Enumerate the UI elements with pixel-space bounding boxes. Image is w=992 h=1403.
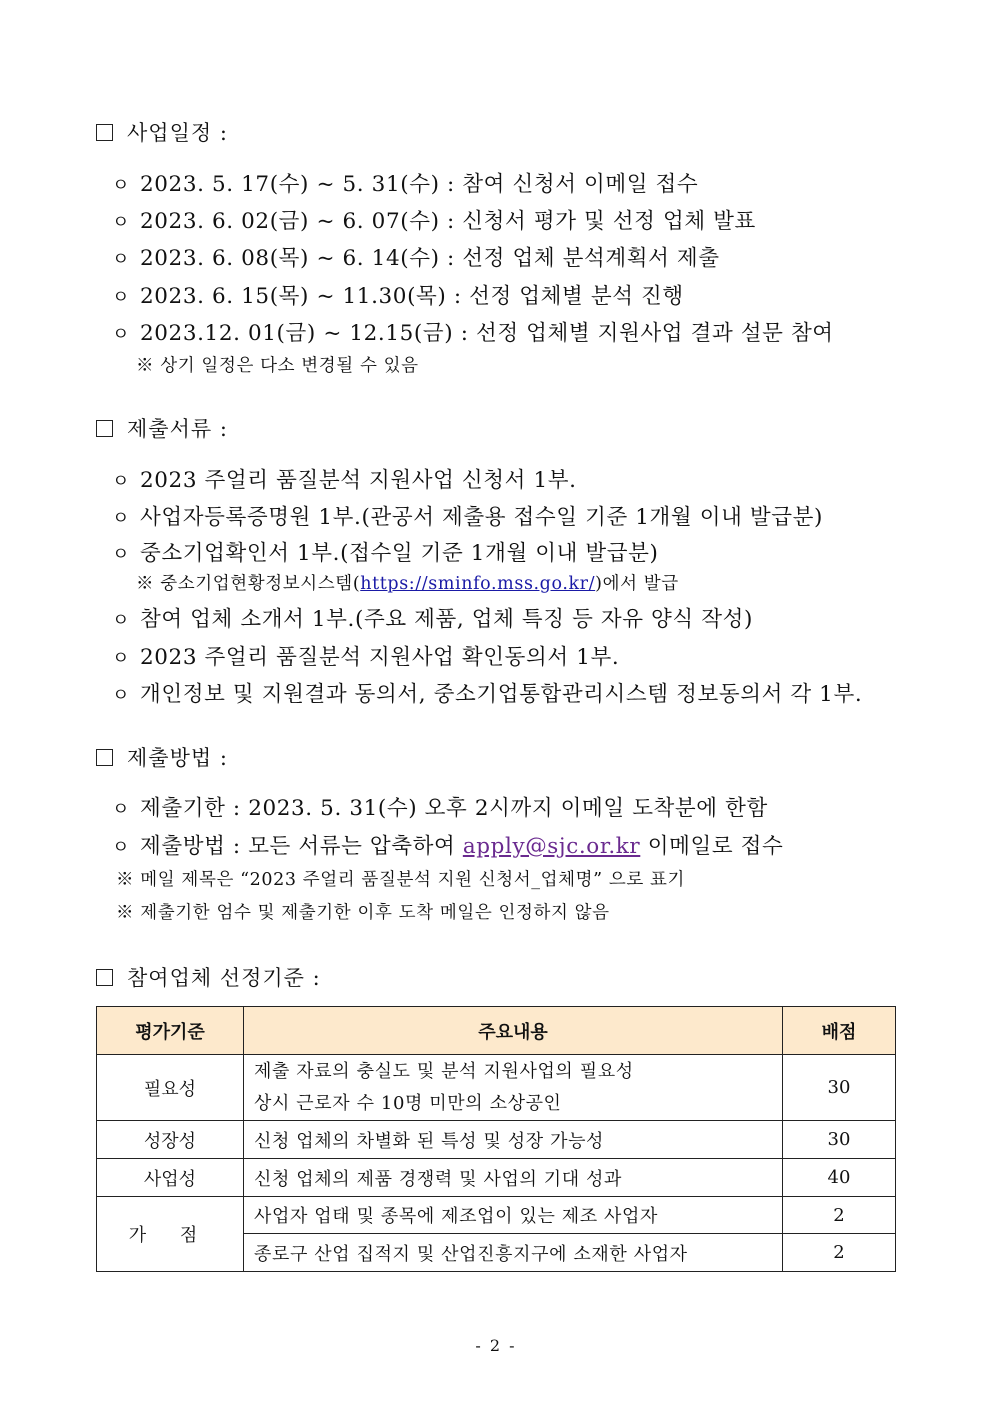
row-content: 종로구 산업 집적지 및 산업진흥지구에 소재한 사업자 bbox=[244, 1234, 783, 1272]
row-category: 가 점 bbox=[97, 1197, 244, 1272]
section-documents-heading: 제출서류 : bbox=[96, 413, 228, 443]
schedule-item: ㅇ 2023. 6. 08(목) ~ 6. 14(수) : 선정 업체 분석계획서 제출 bbox=[112, 246, 720, 271]
table-row bbox=[97, 1197, 896, 1234]
checkbox-square-icon bbox=[96, 124, 113, 141]
checkbox-square-icon bbox=[96, 420, 113, 437]
table-row bbox=[97, 1121, 896, 1159]
circle-bullet-icon: ㅇ bbox=[112, 610, 130, 631]
document-item: ㅇ 사업자등록증명원 1부.(관공서 제출용 접수일 기준 1개월 이내 발급분) bbox=[112, 505, 823, 530]
schedule-note: ※ 상기 일정은 다소 변경될 수 있음 bbox=[136, 356, 419, 376]
circle-bullet-icon: ㅇ bbox=[112, 249, 130, 270]
row-score: 30 bbox=[783, 1121, 896, 1159]
document-item: ㅇ 2023 주얼리 품질분석 지원사업 확인동의서 1부. bbox=[112, 645, 620, 670]
section-schedule-heading: 사업일정 : bbox=[96, 117, 228, 147]
document-item: ㅇ 중소기업확인서 1부.(접수일 기준 1개월 이내 발급분) bbox=[112, 541, 659, 566]
row-category: 사업성 bbox=[97, 1159, 244, 1197]
method-deadline: ㅇ 제출기한 : 2023. 5. 31(수) 오후 2시까지 이메일 도착분에 한함 bbox=[112, 796, 768, 821]
circle-bullet-icon: ㅇ bbox=[112, 287, 130, 308]
circle-bullet-icon: ㅇ bbox=[112, 837, 130, 858]
document-item: ㅇ 개인정보 및 지원결과 동의서, 중소기업통합관리시스템 정보동의서 각 1부. bbox=[112, 682, 863, 707]
table-header-row bbox=[97, 1007, 896, 1055]
criteria-table bbox=[96, 1006, 896, 1272]
schedule-item: ㅇ 2023. 6. 15(목) ~ 11.30(목) : 선정 업체별 분석 진행 bbox=[112, 284, 684, 309]
circle-bullet-icon: ㅇ bbox=[112, 544, 130, 565]
row-score: 2 bbox=[783, 1197, 896, 1234]
method-note-title: ※ 메일 제목은 “2023 주얼리 품질분석 지원 신청서_업체명” 으로 표기 bbox=[116, 870, 686, 890]
method-how: ㅇ 제출방법 : 모든 서류는 압축하여 apply@sjc.or.kr 이메일로 접수 bbox=[112, 834, 784, 859]
circle-bullet-icon: ㅇ bbox=[112, 175, 130, 196]
header-score: 배점 bbox=[783, 1007, 896, 1055]
method-note-deadline: ※ 제출기한 엄수 및 제출기한 이후 도착 메일은 인정하지 않음 bbox=[116, 903, 610, 923]
circle-bullet-icon: ㅇ bbox=[112, 212, 130, 233]
row-content: 사업자 업태 및 종목에 제조업이 있는 제조 사업자 bbox=[244, 1197, 783, 1234]
page-number: - 2 - bbox=[475, 1336, 517, 1355]
table-row bbox=[97, 1159, 896, 1197]
checkbox-square-icon bbox=[96, 749, 113, 766]
circle-bullet-icon: ㅇ bbox=[112, 324, 130, 345]
document-item: ㅇ 2023 주얼리 품질분석 지원사업 신청서 1부. bbox=[112, 468, 577, 493]
circle-bullet-icon: ㅇ bbox=[112, 508, 130, 529]
row-category: 필요성 bbox=[97, 1055, 244, 1121]
header-content: 주요내용 bbox=[244, 1007, 783, 1055]
row-content: 제출 자료의 충실도 및 분석 지원사업의 필요성 상시 근로자 수 10명 미만의 소상공인 bbox=[244, 1055, 783, 1121]
header-category: 평가기준 bbox=[97, 1007, 244, 1055]
circle-bullet-icon: ㅇ bbox=[112, 471, 130, 492]
row-score: 30 bbox=[783, 1055, 896, 1121]
row-score: 40 bbox=[783, 1159, 896, 1197]
row-score: 2 bbox=[783, 1234, 896, 1272]
document-item: ㅇ 참여 업체 소개서 1부.(주요 제품, 업체 특징 등 자유 양식 작성) bbox=[112, 607, 753, 632]
checkbox-square-icon bbox=[96, 969, 113, 986]
circle-bullet-icon: ㅇ bbox=[112, 799, 130, 820]
schedule-item: ㅇ 2023.12. 01(금) ~ 12.15(금) : 선정 업체별 지원사업 결과 설문 참여 bbox=[112, 321, 834, 346]
section-criteria-heading: 참여업체 선정기준 : bbox=[96, 962, 321, 992]
row-content: 신청 업체의 제품 경쟁력 및 사업의 기대 성과 bbox=[244, 1159, 783, 1197]
table-row bbox=[97, 1055, 896, 1121]
schedule-item: ㅇ 2023. 6. 02(금) ~ 6. 07(수) : 신청서 평가 및 선정 업체 발표 bbox=[112, 209, 756, 234]
circle-bullet-icon: ㅇ bbox=[112, 648, 130, 669]
documents-note: ※ 중소기업현황정보시스템(https://sminfo.mss.go.kr/)에서 발급 bbox=[136, 574, 679, 594]
apply-email-link[interactable]: apply@sjc.or.kr bbox=[462, 834, 641, 859]
row-category: 성장성 bbox=[97, 1121, 244, 1159]
row-content: 신청 업체의 차별화 된 특성 및 성장 가능성 bbox=[244, 1121, 783, 1159]
schedule-item: ㅇ 2023. 5. 17(수) ~ 5. 31(수) : 참여 신청서 이메일 접수 bbox=[112, 172, 699, 197]
sminfo-link[interactable]: https://sminfo.mss.go.kr/ bbox=[360, 574, 596, 594]
section-method-heading: 제출방법 : bbox=[96, 742, 228, 772]
circle-bullet-icon: ㅇ bbox=[112, 685, 130, 706]
